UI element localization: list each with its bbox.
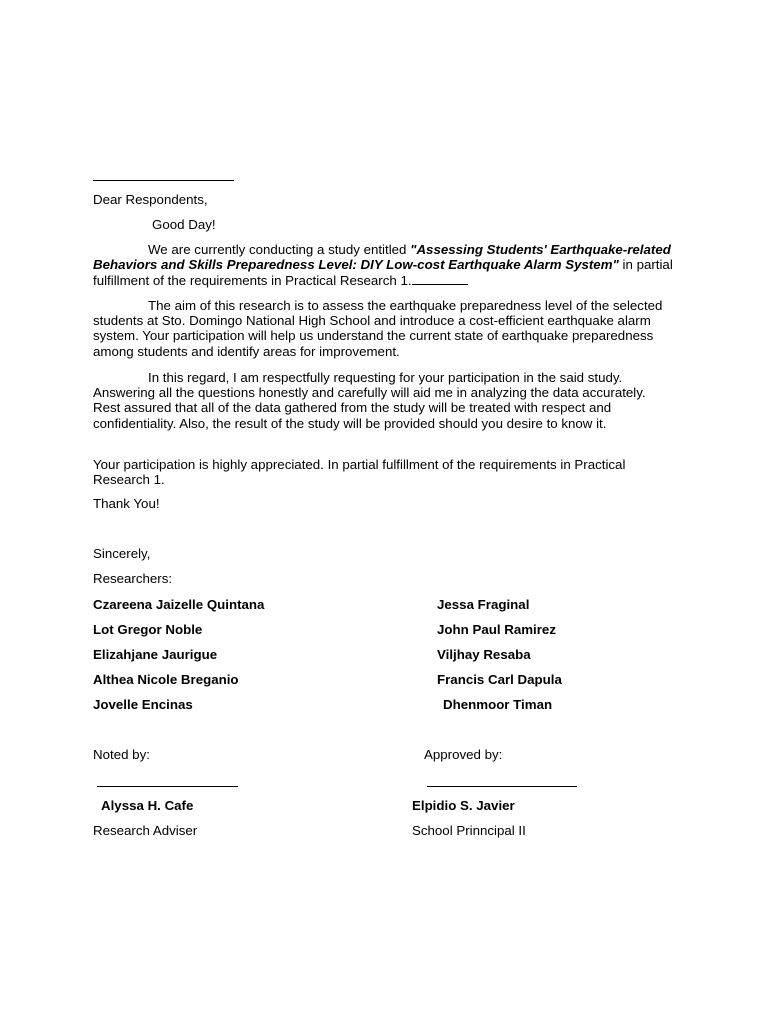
- greeting: Good Day!: [152, 217, 216, 232]
- top-blank-line: [93, 180, 234, 181]
- researcher-name: Althea Nicole Breganio: [93, 672, 239, 687]
- request-paragraph: In this regard, I am respectfully requesting for your participation in the said study. Answering all the questions honestly and carefully will aid me in analyzing the data accurately. Rest assured that all of the data gathered from the study will be treated with respect and confidentiality. Also, the result of the study will be provided should you desire to know it.: [93, 370, 646, 431]
- researcher-name: John Paul Ramirez: [437, 622, 556, 637]
- study-title: "Assessing Students' Earthquake-related Behaviors and Skills Preparedness Level: DIY Low-cost Earthquake Alarm System": [93, 242, 671, 273]
- researcher-name: Francis Carl Dapula: [437, 672, 562, 687]
- aim-paragraph: The aim of this research is to assess the earthquake preparedness level of the selected students at Sto. Domingo National High School and introduce a cost-efficient earthquake alarm system. Your participation will help us understand the current state of earthquake preparedness among students and identify areas for improvement.: [93, 298, 663, 359]
- approved-by-label: Approved by:: [424, 747, 503, 762]
- noted-name: Alyssa H. Cafe: [101, 798, 194, 813]
- approved-signature-line: [427, 786, 577, 787]
- intro-paragraph: [93, 242, 673, 289]
- intro-tail: in partial fulfillment of the requirements in Practical Research 1.: [93, 257, 673, 289]
- researcher-name: Elizahjane Jaurigue: [93, 647, 218, 662]
- closing: Sincerely,: [93, 546, 151, 561]
- researcher-name: Dhenmoor Timan: [443, 697, 553, 712]
- salutation: Dear Respondents,: [93, 192, 208, 207]
- researcher-name: Czareena Jaizelle Quintana: [93, 597, 265, 612]
- thanks: Thank You!: [93, 496, 160, 511]
- approved-name: Elpidio S. Javier: [412, 798, 515, 813]
- researcher-name: Viljhay Resaba: [437, 647, 531, 662]
- intro-lead: We are currently conducting a study entitled: [148, 242, 411, 257]
- noted-by-label: Noted by:: [93, 747, 150, 762]
- researcher-name: Jovelle Encinas: [93, 697, 193, 712]
- researchers-label: Researchers:: [93, 571, 173, 586]
- researcher-name: Jessa Fraginal: [437, 597, 530, 612]
- noted-signature-line: [97, 786, 238, 787]
- researcher-name: Lot Gregor Noble: [93, 622, 203, 637]
- appreciation-paragraph: Your participation is highly appreciated. In partial fulfillment of the requirements in Practical Research 1.: [93, 457, 626, 488]
- approved-position: School Prinncipal II: [412, 823, 526, 838]
- intro-blank-line: [412, 272, 468, 285]
- noted-position: Research Adviser: [93, 823, 198, 838]
